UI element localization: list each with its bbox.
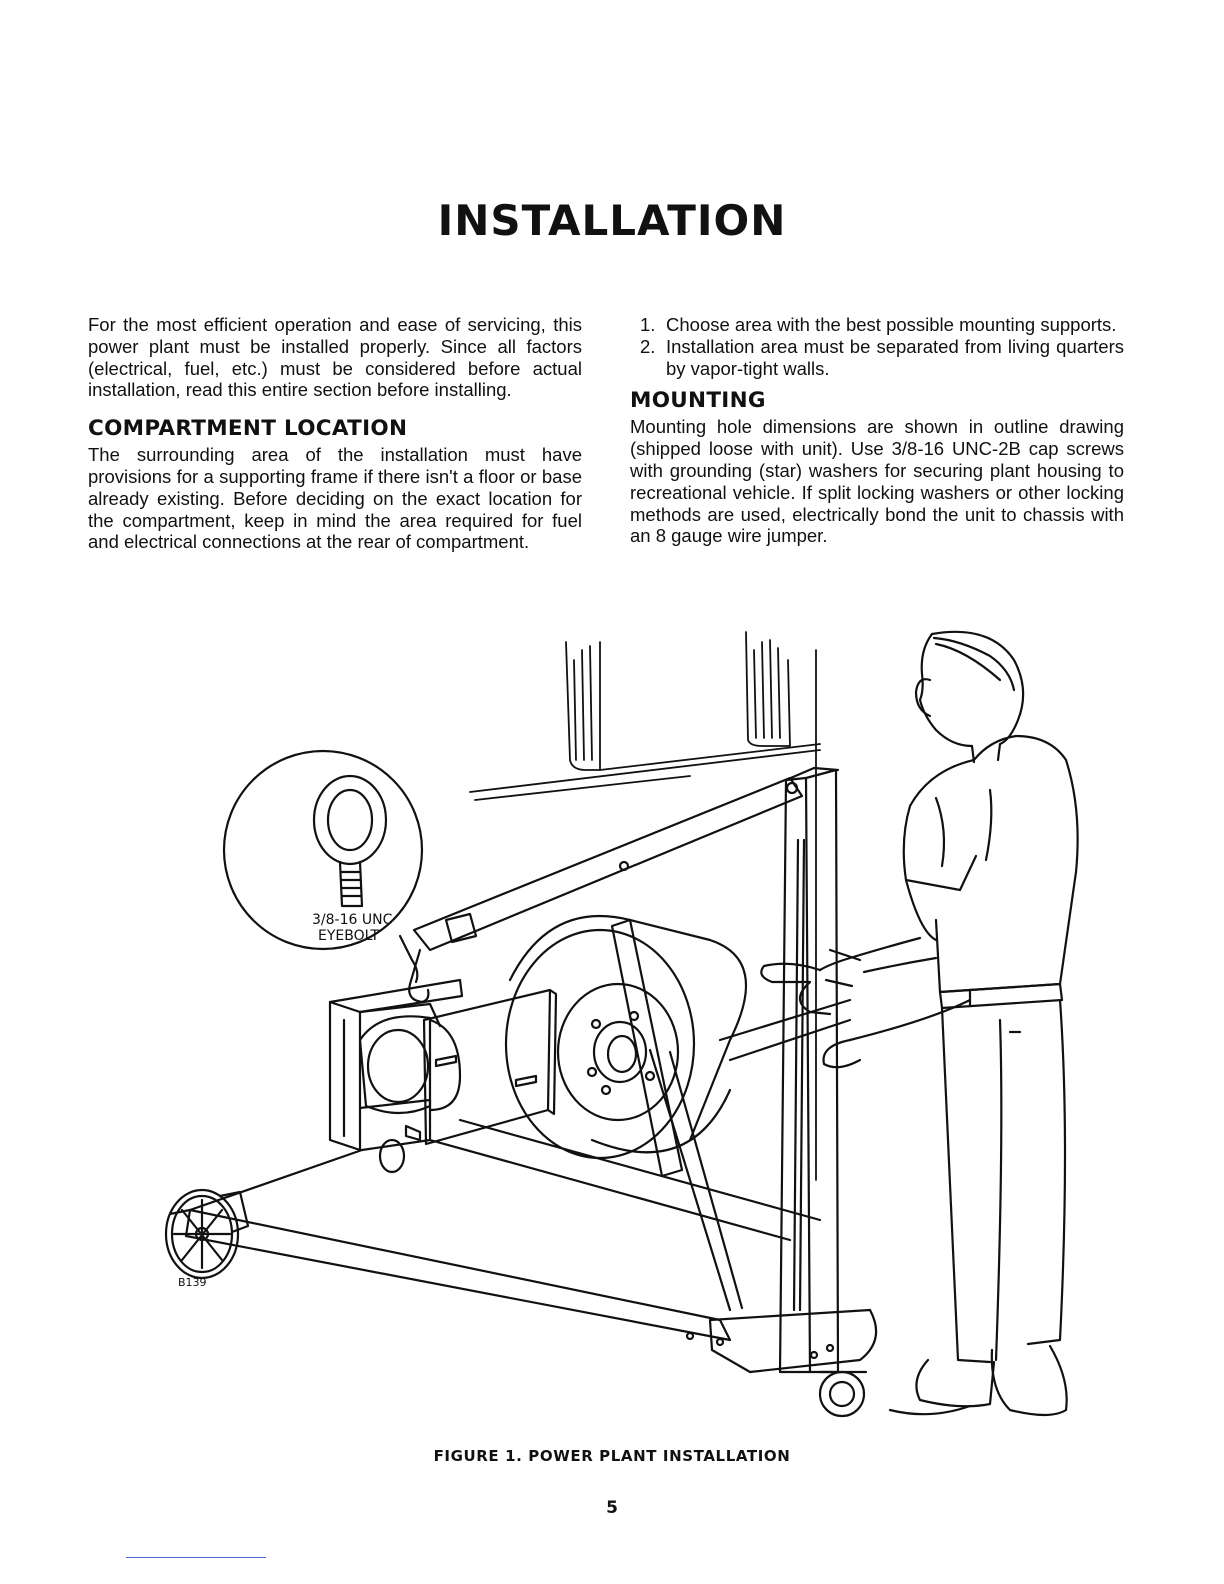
page-title: INSTALLATION xyxy=(437,196,787,245)
list-item xyxy=(630,336,1124,380)
compartment-location-paragraph: The surrounding area of the installation must have provisions for a supporting frame if there isn't a floor or base already existing. Before deciding on the exact location for the compartment, keep in mind the area required for fuel and electrical connections at the rear of compartment. xyxy=(88,444,582,553)
intro-paragraph: For the most efficient operation and ease of servicing, this power plant must be installed properly. Since all factors (electrical, fuel, etc.) must be considered before actual installation, read this entire section before installing. xyxy=(88,314,582,401)
right-column xyxy=(630,314,1124,547)
generator-power-plant-illustration xyxy=(170,980,556,1214)
footer-rule xyxy=(126,1557,266,1558)
step-text: Installation area must be separated from living quarters by vapor-tight walls. xyxy=(666,335,1124,379)
list-item xyxy=(630,314,1124,336)
eyebolt-callout-label-line2: EYEBOLT xyxy=(318,928,380,944)
compartment-location-heading: COMPARTMENT LOCATION xyxy=(88,416,408,442)
eyebolt-callout-label-line1: 3/8-16 UNC xyxy=(312,912,393,928)
mounting-heading: MOUNTING xyxy=(630,388,766,414)
step-number: 2. xyxy=(640,335,656,357)
eyebolt-callout-icon xyxy=(224,751,422,982)
step-number: 1. xyxy=(640,314,656,335)
engine-hoist-crane-illustration xyxy=(166,768,876,1416)
vehicle-window-illustration xyxy=(470,632,820,1180)
left-column xyxy=(88,314,582,553)
mounting-paragraph: Mounting hole dimensions are shown in outline drawing (shipped loose with unit). Use 3/8-16 UNC-2B cap screws with grounding (star) washers for securing plant housing to recreational vehicle. If split locking washers or other locking methods are used, electrically bond the unit to chassis with an 8 gauge wire jumper. xyxy=(630,416,1124,547)
power-plant-installation-illustration xyxy=(130,620,1090,1450)
figure-code-label: B139 xyxy=(178,1276,207,1289)
installation-steps-list xyxy=(630,314,1124,379)
step-text: Choose area with the best possible mounting supports. xyxy=(666,314,1117,335)
page-number: 5 xyxy=(606,1498,618,1518)
figure-caption: FIGURE 1. POWER PLANT INSTALLATION xyxy=(433,1447,791,1465)
